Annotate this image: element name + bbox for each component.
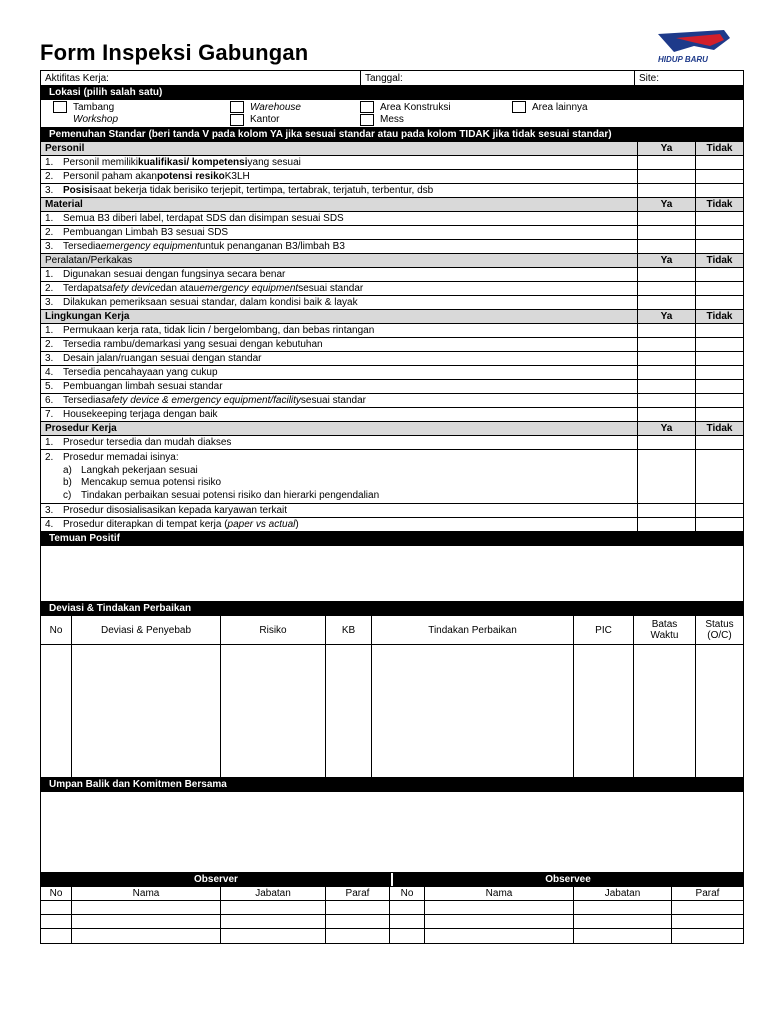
tanggal-field[interactable]	[361, 71, 635, 85]
col-status: Status (O/C)	[705, 619, 734, 641]
obs-cell[interactable]	[390, 929, 425, 943]
tidak-cell[interactable]	[696, 436, 743, 449]
form-title: Form Inspeksi Gabungan	[40, 40, 309, 65]
tidak-cell[interactable]	[696, 504, 743, 517]
umpan-textarea[interactable]	[41, 792, 743, 873]
checklist-row	[41, 380, 743, 394]
tidak-cell[interactable]	[696, 518, 743, 531]
aktifitas-label: Aktifitas Kerja:	[45, 72, 109, 84]
tidak-cell[interactable]	[696, 324, 743, 337]
tidak-cell[interactable]	[696, 296, 743, 309]
col-batas-waktu: Batas Waktu	[634, 616, 696, 644]
col-ya: Ya	[638, 310, 696, 323]
observer-col-paraf: Paraf	[326, 887, 390, 900]
checkbox-tambang[interactable]	[53, 101, 67, 113]
deviasi-cell[interactable]	[326, 645, 372, 777]
checklist-row	[41, 408, 743, 422]
ya-cell[interactable]	[638, 366, 696, 379]
deviasi-cell[interactable]	[634, 645, 696, 777]
obs-cell[interactable]	[425, 901, 574, 914]
col-tidak: Tidak	[706, 423, 733, 434]
temuan-textarea[interactable]	[41, 546, 743, 602]
obs-cell[interactable]	[72, 901, 221, 914]
col-pic: PIC	[574, 616, 634, 644]
obs-cell[interactable]	[72, 929, 221, 943]
checklist-row	[41, 268, 743, 282]
checklist-row	[41, 212, 743, 226]
checklist-row	[41, 450, 743, 504]
checklist-row	[41, 156, 743, 170]
checklist-item: 3. Dilakukan pemeriksaan sesuai standar, dalam kondisi baik & layak	[41, 296, 638, 309]
col-deviasi-penyebab: Deviasi & Penyebab	[72, 616, 221, 644]
tidak-cell[interactable]	[696, 184, 743, 197]
deviasi-cell[interactable]	[372, 645, 574, 777]
checklist-row	[41, 394, 743, 408]
checkbox-area-konstruksi[interactable]	[360, 101, 374, 113]
ya-cell[interactable]	[638, 212, 696, 225]
obs-cell[interactable]	[425, 929, 574, 943]
checklist-item: 2. Personil paham akan potensi resiko K3LH	[41, 170, 638, 183]
checkbox-kantor[interactable]	[230, 114, 244, 126]
observer-col-nama: Nama	[72, 887, 221, 900]
ya-cell[interactable]	[638, 282, 696, 295]
col-ya: Ya	[638, 422, 696, 435]
obs-cell[interactable]	[41, 901, 72, 914]
header-row	[41, 71, 743, 86]
checklist-row	[41, 170, 743, 184]
lokasi-kantor: Kantor	[250, 114, 280, 126]
obs-cell[interactable]	[672, 929, 743, 943]
col-tidak: Tidak	[706, 311, 733, 322]
lokasi-area-konstruksi: Area Konstruksi	[380, 101, 451, 113]
ya-cell[interactable]	[638, 436, 696, 449]
temuan-header: Temuan Positif	[41, 532, 743, 546]
checkbox-warehouse[interactable]	[230, 101, 244, 113]
tidak-cell[interactable]	[696, 380, 743, 393]
obs-cell[interactable]	[390, 915, 425, 928]
col-tidak: Tidak	[706, 143, 733, 154]
ya-cell[interactable]	[638, 240, 696, 253]
col-ya: Ya	[638, 254, 696, 267]
checklist-item: 1. Prosedur tersedia dan mudah diakses	[41, 436, 638, 449]
tidak-cell[interactable]	[696, 268, 743, 281]
checklist-item: 4. Tersedia pencahayaan yang cukup	[41, 366, 638, 379]
umpan-header: Umpan Balik dan Komitmen Bersama	[41, 778, 743, 792]
observer-col-no: No	[41, 887, 72, 900]
deviasi-cell[interactable]	[72, 645, 221, 777]
tidak-cell[interactable]	[696, 156, 743, 169]
deviasi-cell[interactable]	[221, 645, 326, 777]
obs-cell[interactable]	[221, 901, 326, 914]
ya-cell[interactable]	[638, 226, 696, 239]
obs-cell[interactable]	[41, 915, 72, 928]
col-ya: Ya	[638, 142, 696, 155]
obs-cell[interactable]	[326, 929, 390, 943]
obs-cell[interactable]	[72, 915, 221, 928]
checklist-item: 3. Posisi saat bekerja tidak berisiko terjepit, tertimpa, tertabrak, terjatuh, terbentur, dsb	[41, 184, 638, 197]
logo-text: HIDUP BARU	[658, 55, 708, 64]
ya-cell[interactable]	[638, 450, 696, 503]
tidak-cell[interactable]	[696, 338, 743, 351]
checklist-item: 2. Prosedur memadai isinya: a) Langkah pekerjaan sesuai b) Mencakup semua potensi risiko c) Tindakan perbaikan sesuai potensi risiko dan hierarki pengendalian	[41, 450, 638, 503]
checklist-item: 1. Semua B3 diberi label, terdapat SDS dan disimpan sesuai SDS	[41, 212, 638, 225]
ya-cell[interactable]	[638, 184, 696, 197]
deviasi-cell[interactable]	[696, 645, 743, 777]
prosedur-title: Prosedur Kerja	[41, 422, 638, 435]
col-no: No	[41, 616, 72, 644]
checklist-item: 6. Tersedia safety device & emergency equipment/facility sesuai standar	[41, 394, 638, 407]
lingkungan-section-header	[41, 310, 743, 324]
checklist-item: 4. Prosedur diterapkan di tempat kerja ( paper vs actual )	[41, 518, 638, 531]
lokasi-mess: Mess	[380, 114, 404, 126]
prosedur-section-header	[41, 422, 743, 436]
observer-col-header	[41, 887, 743, 901]
personil-section-header	[41, 142, 743, 156]
checklist-item: 5. Pembuangan limbah sesuai standar	[41, 380, 638, 393]
inspection-form	[40, 70, 744, 944]
obs-cell[interactable]	[221, 929, 326, 943]
obs-cell[interactable]	[390, 901, 425, 914]
checkbox-mess[interactable]	[360, 114, 374, 126]
site-field[interactable]	[635, 71, 743, 85]
peralatan-title: Peralatan/Perkakas	[41, 254, 638, 267]
ya-cell[interactable]	[638, 324, 696, 337]
checklist-row	[41, 240, 743, 254]
observer-observee-header	[41, 873, 743, 887]
obs-cell[interactable]	[672, 901, 743, 914]
checklist-row	[41, 366, 743, 380]
col-kb: KB	[326, 616, 372, 644]
col-tidak: Tidak	[706, 199, 733, 210]
checklist-row	[41, 226, 743, 240]
observee-col-nama: Nama	[425, 887, 574, 900]
checklist-row	[41, 282, 743, 296]
observee-col-jabatan: Jabatan	[574, 887, 672, 900]
ya-cell[interactable]	[638, 170, 696, 183]
obs-cell[interactable]	[326, 901, 390, 914]
ya-cell[interactable]	[638, 296, 696, 309]
obs-cell[interactable]	[326, 915, 390, 928]
tidak-cell[interactable]	[696, 226, 743, 239]
observer-row	[41, 901, 743, 915]
lokasi-warehouse: Warehouse	[250, 101, 301, 113]
checklist-item: 1. Permukaan kerja rata, tidak licin / bergelombang, dan bebas rintangan	[41, 324, 638, 337]
checklist-row	[41, 436, 743, 450]
checklist-item: 3. Desain jalan/ruangan sesuai dengan standar	[41, 352, 638, 365]
tidak-cell[interactable]	[696, 394, 743, 407]
observee-col-no: No	[390, 887, 425, 900]
lingkungan-title: Lingkungan Kerja	[41, 310, 638, 323]
observer-col-jabatan: Jabatan	[221, 887, 326, 900]
checklist-item: 2. Terdapat safety device dan atau emergency equipment sesuai standar	[41, 282, 638, 295]
checklist-row	[41, 296, 743, 310]
obs-cell[interactable]	[574, 915, 672, 928]
ya-cell[interactable]	[638, 394, 696, 407]
tidak-cell[interactable]	[696, 282, 743, 295]
material-title: Material	[41, 198, 638, 211]
tidak-cell[interactable]	[696, 212, 743, 225]
checklist-item: 7. Housekeeping terjaga dengan baik	[41, 408, 638, 421]
checklist-row	[41, 518, 743, 532]
lokasi-area-lainnya: Area lainnya	[532, 101, 588, 113]
lokasi-header: Lokasi (pilih salah satu)	[41, 86, 743, 100]
observer-row	[41, 915, 743, 929]
obs-cell[interactable]	[41, 929, 72, 943]
checklist-item: 3. Prosedur disosialisasikan kepada karyawan terkait	[41, 504, 638, 517]
ya-cell[interactable]	[638, 352, 696, 365]
site-label: Site:	[639, 72, 660, 84]
ya-cell[interactable]	[638, 504, 696, 517]
standar-header: Pemenuhan Standar (beri tanda V pada kolom YA jika sesuai standar atau pada kolom TIDAK jika tidak sesuai standar)	[41, 128, 743, 142]
personil-title: Personil	[41, 142, 638, 155]
tidak-cell[interactable]	[696, 170, 743, 183]
tanggal-label: Tanggal:	[365, 72, 403, 84]
tidak-cell[interactable]	[696, 352, 743, 365]
checklist-row	[41, 324, 743, 338]
checklist-item: 1. Personil memiliki kualifikasi/ kompetensi yang sesuai	[41, 156, 638, 169]
obs-cell[interactable]	[574, 929, 672, 943]
deviasi-header: Deviasi & Tindakan Perbaikan	[41, 602, 743, 616]
ya-cell[interactable]	[638, 338, 696, 351]
ya-cell[interactable]	[638, 268, 696, 281]
checklist-row	[41, 184, 743, 198]
checklist-item: 2. Pembuangan Limbah B3 sesuai SDS	[41, 226, 638, 239]
tidak-cell[interactable]	[696, 408, 743, 421]
col-ya: Ya	[638, 198, 696, 211]
obs-cell[interactable]	[672, 915, 743, 928]
observer-row	[41, 929, 743, 943]
tidak-cell[interactable]	[696, 450, 743, 503]
lokasi-tambang: Tambang	[73, 101, 115, 113]
checklist-item: 2. Tersedia rambu/demarkasi yang sesuai dengan kebutuhan	[41, 338, 638, 351]
col-tindakan: Tindakan Perbaikan	[372, 616, 574, 644]
checklist-item: 1. Digunakan sesuai dengan fungsinya secara benar	[41, 268, 638, 281]
ya-cell[interactable]	[638, 380, 696, 393]
checklist-row	[41, 352, 743, 366]
obs-cell[interactable]	[574, 901, 672, 914]
observer-title: Observer	[41, 873, 393, 886]
ya-cell[interactable]	[638, 518, 696, 531]
checklist-row	[41, 504, 743, 518]
aktifitas-field[interactable]	[41, 71, 361, 85]
lokasi-options	[41, 100, 743, 128]
checklist-row	[41, 338, 743, 352]
ya-cell[interactable]	[638, 156, 696, 169]
col-risiko: Risiko	[221, 616, 326, 644]
deviasi-cell[interactable]	[574, 645, 634, 777]
obs-cell[interactable]	[221, 915, 326, 928]
deviasi-table-header	[41, 616, 743, 645]
obs-cell[interactable]	[425, 915, 574, 928]
tidak-cell[interactable]	[696, 240, 743, 253]
checklist-item: 3. Tersedia emergency equipment untuk penanganan B3/limbah B3	[41, 240, 638, 253]
tidak-cell[interactable]	[696, 366, 743, 379]
checkbox-area-lainnya[interactable]	[512, 101, 526, 113]
lokasi-workshop: Workshop	[73, 114, 119, 126]
ya-cell[interactable]	[638, 408, 696, 421]
col-tidak: Tidak	[706, 255, 733, 266]
observee-col-paraf: Paraf	[695, 888, 720, 899]
deviasi-table-body	[41, 645, 743, 778]
observee-title: Observee	[545, 874, 591, 885]
deviasi-cell[interactable]	[41, 645, 72, 777]
peralatan-section-header	[41, 254, 743, 268]
material-section-header	[41, 198, 743, 212]
